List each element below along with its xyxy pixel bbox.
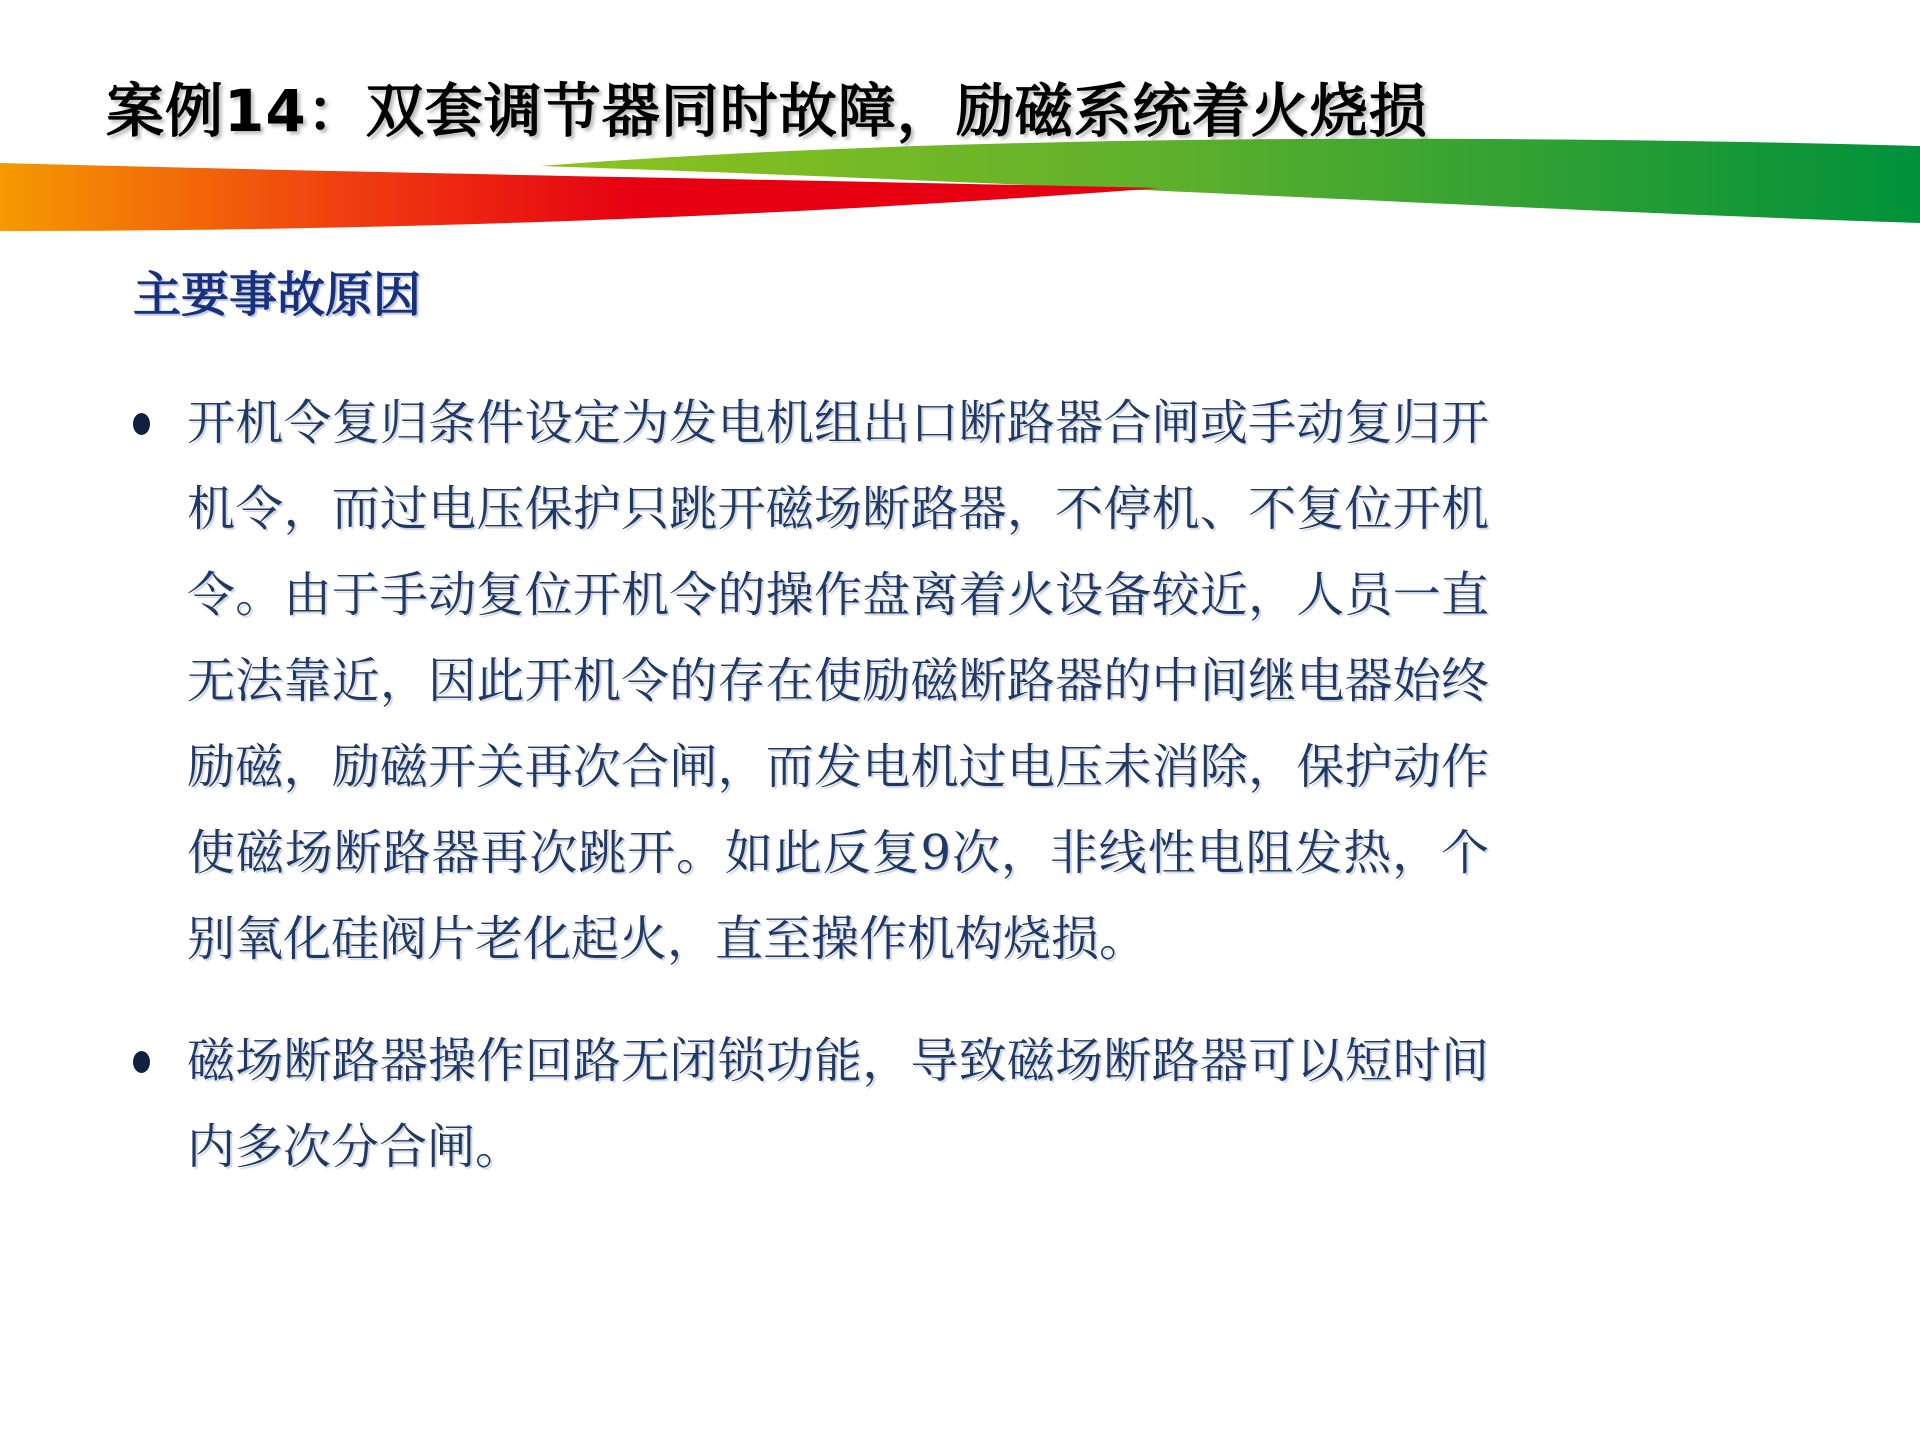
bullet-dot-column: [133, 380, 187, 435]
bullet-dot-icon: [133, 1051, 150, 1073]
bullet-list: [133, 380, 1503, 1226]
bullet-item-2: [133, 1018, 1503, 1190]
bullet-dot-column: [133, 1018, 187, 1073]
bullet-dot-icon: [133, 413, 150, 435]
bullet-text-2: 磁场断路器操作回路无闭锁功能，导致磁场断路器可以短时间内多次分合闸。: [187, 1033, 1489, 1175]
bullet-item-1: [133, 380, 1503, 982]
decorative-ribbon-graphic: [0, 126, 1920, 242]
section-heading: 主要事故原因: [133, 267, 422, 323]
slide-title: 案例14：双套调节器同时故障，励磁系统着火烧损: [106, 77, 1428, 145]
bullet-text-1: 开机令复归条件设定为发电机组出口断路器合闸或手动复归开机令，而过电压保护只跳开磁场断路器，不停机、不复位开机令。由于手动复位开机令的操作盘离着火设备较近，人员一直无法靠近，因此开机令的存在使励磁断路器的中间继电器始终励磁，励磁开关再次合闸，而发电机过电压未消除，保护动作使磁场断路器再次跳开。如此反复9次，非线性电阻发热，个别氧化硅阀片老化起火，直至操作机构烧损。: [187, 395, 1489, 967]
